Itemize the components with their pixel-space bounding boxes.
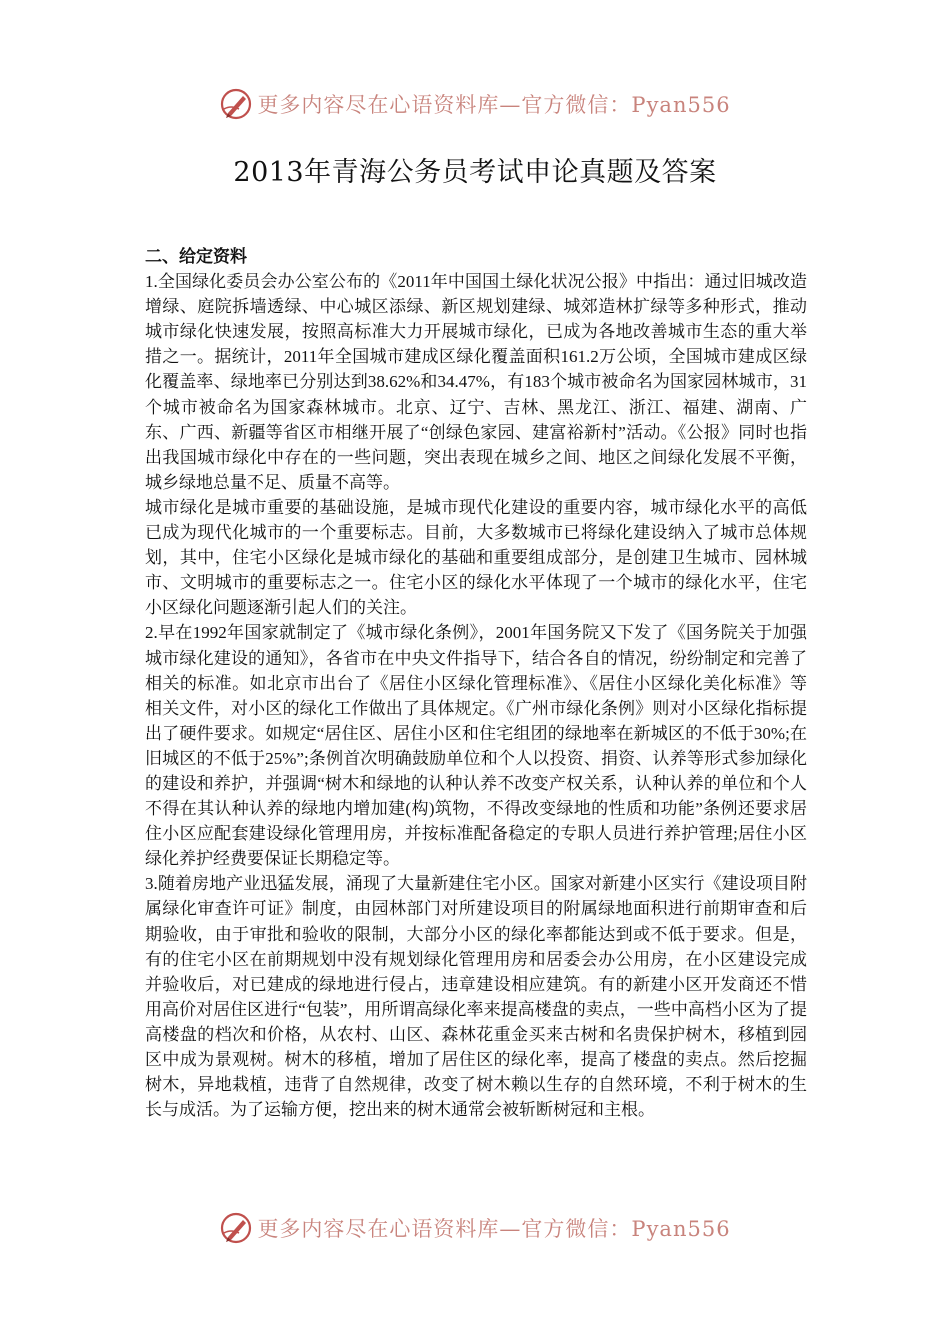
document-title: 2013年青海公务员考试申论真题及答案 [233,157,717,188]
paragraph-3: 2.早在1992年国家就制定了《城市绿化条例》，2001年国务院又下发了《国务院关于加强城市绿化建设的通知》，各省市在中央文件指导下，结合各自的情况，纷纷制定和完善了相关的标准。如北京市出台了《居住小区绿化管理标准》、《居住小区绿化美化标准》等相关文件，对小区的绿化工作做出了具体规定。《广州市绿化条例》则对小区绿化指标提出了硬件要求。如规定“居住区、居住小区和住宅组团的绿地率在新城区的不低于30%;在旧城区的不低于25%”;条例首次明确鼓励单位和个人以投资、捐资、认养等形式参加绿化的建设和养护，并强调“树木和绿地的认种认养不改变产权关系，认种认养的单位和个人不得在其认种认养的绿地内增加建(构)筑物，不得改变绿地的性质和功能”条例还要求居住小区应配套建设绿化管理用房，并按标准配备稳定的专职人员进行养护管理;居住小区绿化养护经费要保证长期稳定等。 [145,623,807,869]
header-banner [0,84,950,124]
paragraph-4: 3.随着房地产业迅猛发展，涌现了大量新建住宅小区。国家对新建小区实行《建设项目附属绿化审查许可证》制度，由园林部门对所建设项目的附属绿地面积进行前期审查和后期验收，由于审批和验收的限制，大部分小区的绿化率都能达到或不低于要求。但是，有的住宅小区在前期规划中没有规划绿化管理用房和居委会办公用房，在小区建设完成并验收后，对已建成的绿地进行侵占，违章建设相应建筑。有的新建小区开发商还不惜用高价对居住区进行“包装”，用所谓高绿化率来提高楼盘的卖点，一些中高档小区为了提高楼盘的档次和价格，从农村、山区、森林花重金买来古树和名贵保护树木，移植到园区中成为景观树。树木的移植，增加了居住区的绿化率，提高了楼盘的卖点。然后挖掘树木，异地栽植，违背了自然规律，改变了树木赖以生存的自然环境，不利于树木的生长与成活。为了运输方便，挖出来的树木通常会被斩断树冠和主根。 [145,874,807,1120]
paragraph-1: 1.全国绿化委员会办公室公布的《2011年中国国土绿化状况公报》中指出：通过旧城改造增绿、庭院拆墙透绿、中心城区添绿、新区规划建绿、城郊造林扩绿等多种形式，推动城市绿化快速发展，按照高标准大力开展城市绿化，已成为各地改善城市生态的重大举措之一。据统计，2011年全国城市建成区绿化覆盖面积161.2万公顷，全国城市建成区绿化覆盖率、绿地率已分别达到38.62%和34.47%，有183个城市被命名为国家园林城市，31个城市被命名为国家森林城市。北京、辽宁、吉林、黑龙江、浙江、福建、湖南、广东、广西、新疆等省区市相继开展了“创绿色家园、建富裕新村”活动。《公报》同时也指出我国城市绿化中存在的一些问题，突出表现在城乡之间、地区之间绿化发展不平衡，城乡绿地总量不足、质量不高等。 [145,272,807,492]
pen-logo-icon [219,87,253,121]
section-heading: 二、给定资料 [145,247,247,266]
footer-banner-text: 更多内容尽在心语资料库—官方微信：Pyan556 [257,1217,731,1241]
header-banner-text: 更多内容尽在心语资料库—官方微信：Pyan556 [257,93,731,117]
paragraph-2: 城市绿化是城市重要的基础设施，是城市现代化建设的重要内容，城市绿化水平的高低已成为现代化城市的一个重要标志。目前，大多数城市已将绿化建设纳入了城市总体规划，其中，住宅小区绿化是城市绿化的基础和重要组成部分，是创建卫生城市、园林城市、文明城市的重要标志之一。住宅小区的绿化水平体现了一个城市的绿化水平，住宅小区绿化问题逐渐引起人们的关注。 [145,497,807,618]
document-body [145,244,807,1122]
footer-banner [0,1208,950,1248]
pen-logo-icon [219,1211,253,1245]
